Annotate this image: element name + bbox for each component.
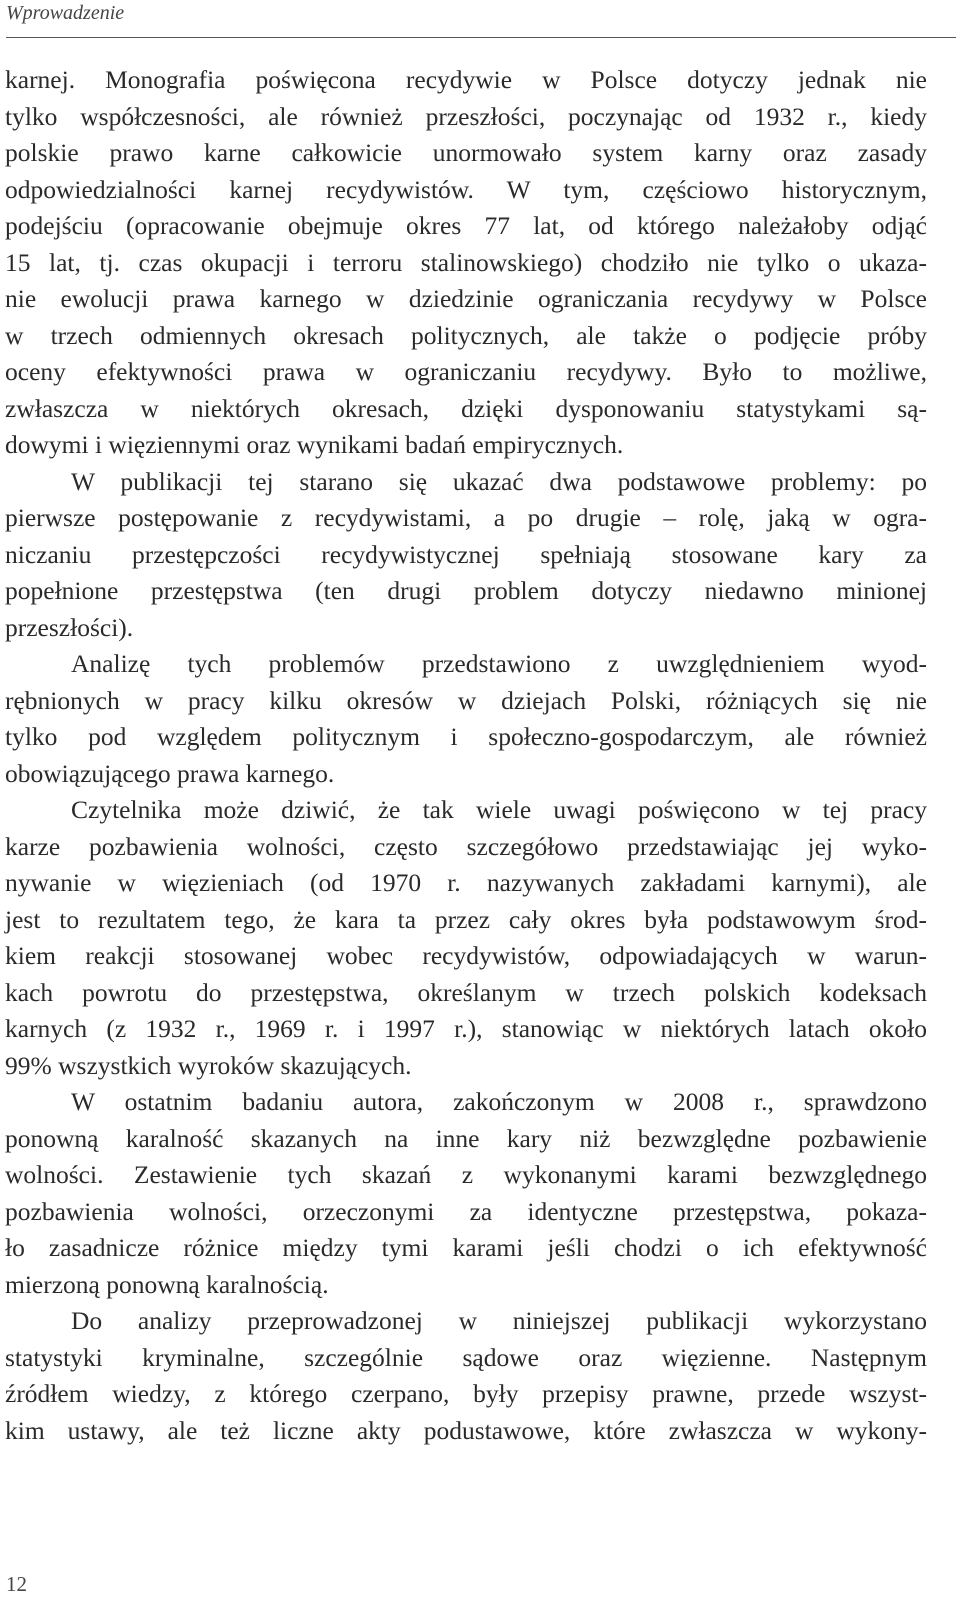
text-line: w trzech odmiennych okresach politycznych, ale także o podjęcie próby <box>5 320 927 350</box>
text-line: niczaniu przestępczości recydywistycznej spełniają stosowane kary za <box>5 539 927 569</box>
text-line: polskie prawo karne całkowicie unormowało system karny oraz zasady <box>5 138 927 167</box>
text-line: nie ewolucji prawa karnego w dziedzinie ograniczania recydywy w Polsce <box>5 284 927 313</box>
text-line: obowiązującego prawa karnego. <box>5 758 335 788</box>
page-number: 12 <box>6 1572 27 1596</box>
text-line: W publikacji tej starano się ukazać dwa podstawowe problemy: po <box>71 466 927 496</box>
text-line: pierwsze postępowanie z recydywistami, a po drugie – rolę, jaką w ogra- <box>5 503 927 532</box>
text-line: statystyki kryminalne, szczególnie sądowe oraz więzienne. Następnym <box>5 1342 927 1372</box>
text-line: nywanie w więzieniach (od 1970 r. nazywanych zakładami karnymi), ale <box>5 868 927 897</box>
text-line: kiem reakcji stosowanej wobec recydywistów, odpowiadających w warun- <box>5 941 927 970</box>
text-line: mierzoną ponowną karalnością. <box>5 1269 329 1299</box>
text-line: ponowną karalność skazanych na inne kary niż bezwzględne pozbawienie <box>5 1123 927 1153</box>
text-line: W ostatnim badaniu autora, zakończonym w 2008 r., sprawdzono <box>71 1087 927 1116</box>
running-header: Wprowadzenie <box>6 2 125 24</box>
text-line: dowymi i więziennymi oraz wynikami badań empirycznych. <box>5 430 624 459</box>
text-line: źródłem wiedzy, z którego czerpano, były przepisy prawne, przede wszyst- <box>5 1379 927 1408</box>
text-line: wolności. Zestawienie tych skazań z wykonanymi karami bezwzględnego <box>5 1160 927 1189</box>
text-line: ło zasadnicze różnice między tymi karami jeśli chodzi o ich efektywność <box>5 1233 927 1262</box>
text-line: kim ustawy, ale też liczne akty podustawowe, które zwłaszcza w wykony- <box>5 1415 927 1445</box>
text-line: 99% wszystkich wyroków skazujących. <box>5 1050 412 1080</box>
text-line: Analizę tych problemów przedstawiono z uwzględnieniem wyod- <box>71 649 927 678</box>
body-text <box>5 62 927 1449</box>
text-line: podejściu (opracowanie obejmuje okres 77 lat, od którego należałoby odjąć <box>5 211 927 240</box>
text-line: 15 lat, tj. czas okupacji i terroru stalinowskiego) chodziło nie tylko o ukaza- <box>5 247 927 277</box>
text-line: Czytelnika może dziwić, że tak wiele uwagi poświęcono w tej pracy <box>71 795 927 824</box>
text-line: przeszłości). <box>5 612 134 642</box>
text-line: popełnione przestępstwa (ten drugi problem dotyczy niedawno minionej <box>5 576 927 605</box>
text-line: rębnionych w pracy kilku okresów w dziejach Polski, różniących się nie <box>5 685 927 715</box>
text-line: karnych (z 1932 r., 1969 r. i 1997 r.), stanowiąc w niektórych latach około <box>5 1014 927 1043</box>
text-line: odpowiedzialności karnej recydywistów. W tym, częściowo historycznym, <box>5 174 927 204</box>
text-line: karnej. Monografia poświęcona recydywie w Polsce dotyczy jednak nie <box>5 65 927 94</box>
text-line: zwłaszcza w niektórych okresach, dzięki dysponowaniu statystykami są- <box>5 393 927 423</box>
header-rule <box>6 37 956 38</box>
text-line: oceny efektywności prawa w ograniczaniu recydywy. Było to możliwe, <box>5 357 927 386</box>
text-line: kach powrotu do przestępstwa, określanym w trzech polskich kodeksach <box>5 977 927 1007</box>
text-line: tylko pod względem politycznym i społeczno-gospodarczym, ale również <box>5 722 927 751</box>
text-line: pozbawienia wolności, orzeczonymi za identyczne przestępstwa, pokaza- <box>5 1196 927 1226</box>
text-line: tylko współczesności, ale również przeszłości, poczynając od 1932 r., kiedy <box>5 101 927 131</box>
text-line: Do analizy przeprowadzonej w niniejszej publikacji wykorzystano <box>71 1306 927 1335</box>
text-line: karze pozbawienia wolności, często szczegółowo przedstawiając jej wyko- <box>5 831 927 861</box>
text-line: jest to rezultatem tego, że kara ta przez cały okres była podstawowym środ- <box>5 904 927 934</box>
